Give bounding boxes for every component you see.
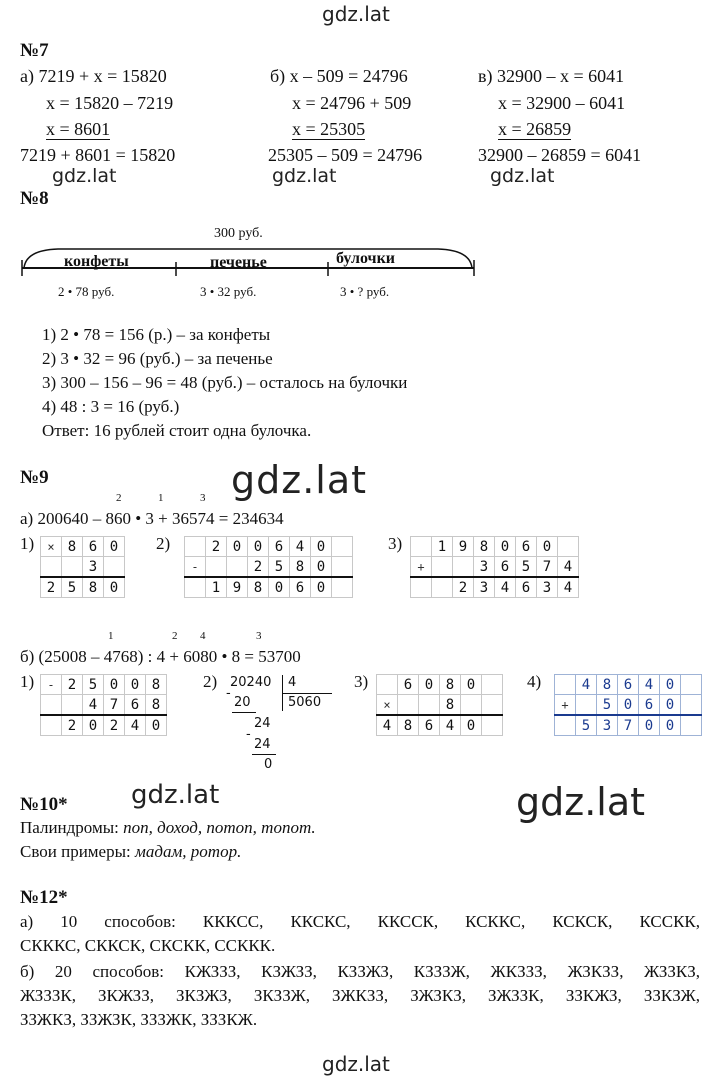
- division-line: [282, 693, 332, 694]
- division-divisor: 4: [288, 675, 297, 690]
- task-12-line: ЗЗЖКЗ, ЗЗЖЗК, ЗЗЗЖК, ЗЗЗКЖ.: [20, 1010, 258, 1029]
- palindromes-words: поп, доход, потоп, топот.: [123, 818, 316, 837]
- task-7-title: №7: [20, 40, 49, 61]
- task-8-step: 1) 2 • 78 = 156 (р.) – за конфеты: [42, 325, 271, 344]
- palindromes-label: Палиндромы:: [20, 818, 119, 837]
- diagram-total-label: 300 руб.: [214, 226, 263, 241]
- task-10-line: [20, 818, 316, 837]
- order-mark: 3: [256, 630, 262, 642]
- task-12-line: ЖЗЗЗК, ЗКЖЗЗ, ЗКЗЖЗ, ЗКЗЗЖ, ЗЖКЗЗ, ЗЖЗКЗ, ЗЖЗЗК, ЗЗКЖЗ, ЗЗКЗЖ,: [20, 986, 700, 1005]
- step-label: 3): [354, 672, 369, 691]
- task-7c-check: 32900 – 26859 = 6041: [478, 145, 642, 165]
- task-8-step: 3) 300 – 156 – 96 = 48 (руб.) – осталось на булочки: [42, 373, 408, 392]
- division-line: [232, 712, 256, 713]
- task-7a-check: 7219 + 8601 = 15820: [20, 145, 176, 165]
- division-step: 24: [254, 716, 271, 731]
- diagram-sub-candy: 2 • 78 руб.: [58, 284, 115, 299]
- diagram-segment-cookies: печенье: [210, 254, 267, 271]
- division-step: 24: [254, 737, 271, 752]
- task-7b-check: 25305 – 509 = 24796: [268, 145, 423, 165]
- diagram-sub-buns: 3 • ? руб.: [340, 284, 390, 299]
- watermark: gdz.lat: [516, 780, 646, 824]
- task-7c-answer: x = 26859: [498, 119, 572, 139]
- calc-9b3: 6 0 8 0 × 8 4 8 6 4 0: [376, 674, 503, 736]
- task-12-line: а) 10 способов: КККСС, ККСКС, ККССК, КСККС, КСКСК, КССКК,: [20, 912, 700, 931]
- task-7a-line: x = 15820 – 7219: [46, 93, 174, 113]
- watermark: gdz.lat: [322, 1052, 390, 1076]
- task-9a-expression: а) 200640 – 860 • 3 + 36574 = 234634: [20, 509, 284, 528]
- step-label: 3): [388, 534, 403, 553]
- step-label: 4): [527, 672, 542, 691]
- calc-9a2: 2 0 0 6 4 0 - 2 5 8 0 1 9 8 0 6 0: [184, 536, 353, 598]
- task-8-answer: Ответ: 16 рублей стоит одна булочка.: [42, 421, 312, 440]
- diagram-segment-buns: булочки: [336, 250, 396, 267]
- watermark: gdz.lat: [231, 458, 368, 502]
- task-10-title: №10*: [20, 794, 68, 815]
- division-quotient: 5060: [288, 695, 322, 710]
- task-7b-line: б) x – 509 = 24796: [270, 66, 408, 86]
- calc-9a3: 1 9 8 0 6 0 + 3 6 5 7 4 2 3 4 6 3 4: [410, 536, 579, 598]
- diagram-sub-cookies: 3 • 32 руб.: [200, 284, 257, 299]
- step-label: 1): [20, 672, 35, 691]
- task-8-title: №8: [20, 188, 49, 209]
- own-examples-label: Свои примеры:: [20, 842, 131, 861]
- task-8-step: 4) 48 : 3 = 16 (руб.): [42, 397, 180, 416]
- watermark: gdz.lat: [490, 165, 555, 187]
- order-mark: 1: [158, 492, 164, 504]
- task-10-line: [20, 842, 241, 861]
- division-line: [252, 754, 276, 755]
- watermark: gdz.lat: [131, 780, 220, 810]
- calc-9a1: × 8 6 0 3 2 5 8 0: [40, 536, 125, 598]
- diagram-segment-candy: конфеты: [64, 253, 129, 270]
- step-label: 2): [203, 672, 218, 691]
- minus-sign: -: [226, 686, 231, 701]
- own-examples-words: мадам, ротор.: [135, 842, 242, 861]
- order-mark: 2: [116, 492, 122, 504]
- order-mark: 4: [200, 630, 206, 642]
- task-12-title: №12*: [20, 887, 68, 908]
- task-7a-line: а) 7219 + x = 15820: [20, 66, 167, 86]
- order-mark: 1: [108, 630, 114, 642]
- task-9-title: №9: [20, 467, 49, 488]
- division-remainder: 0: [264, 757, 273, 772]
- watermark: gdz.lat: [272, 165, 337, 187]
- division-dividend: 20240: [230, 675, 272, 690]
- order-mark: 3: [200, 492, 206, 504]
- task-9b-expression: б) (25008 – 4768) : 4 + 6080 • 8 = 53700: [20, 647, 301, 666]
- task-7b-line: x = 24796 + 509: [292, 93, 412, 113]
- calc-9b1: - 2 5 0 0 8 4 7 6 8 2 0 2 4 0: [40, 674, 167, 736]
- task-12-line: б) 20 способов: КЖЗЗЗ, КЗЖЗЗ, КЗЗЖЗ, КЗЗЗЖ, ЖКЗЗЗ, ЖЗКЗЗ, ЖЗЗКЗ,: [20, 962, 700, 981]
- calc-9b4: 4 8 6 4 0 + 5 0 6 0 5 3 7 0 0: [554, 674, 702, 736]
- task-12-line: СКККС, СККСК, СКСКК, ССККК.: [20, 936, 276, 955]
- watermark: gdz.lat: [322, 2, 390, 26]
- order-mark: 2: [172, 630, 178, 642]
- task-7c-line: x = 32900 – 6041: [498, 93, 626, 113]
- task-7b-answer: x = 25305: [292, 119, 366, 139]
- minus-sign: -: [246, 727, 251, 742]
- task-7c-line: в) 32900 – x = 6041: [478, 66, 625, 86]
- task-7a-answer: x = 8601: [46, 119, 111, 139]
- step-label: 2): [156, 534, 171, 553]
- division-step: 20: [234, 695, 251, 710]
- task-8-step: 2) 3 • 32 = 96 (руб.) – за печенье: [42, 349, 273, 368]
- step-label: 1): [20, 534, 35, 553]
- watermark: gdz.lat: [52, 165, 117, 187]
